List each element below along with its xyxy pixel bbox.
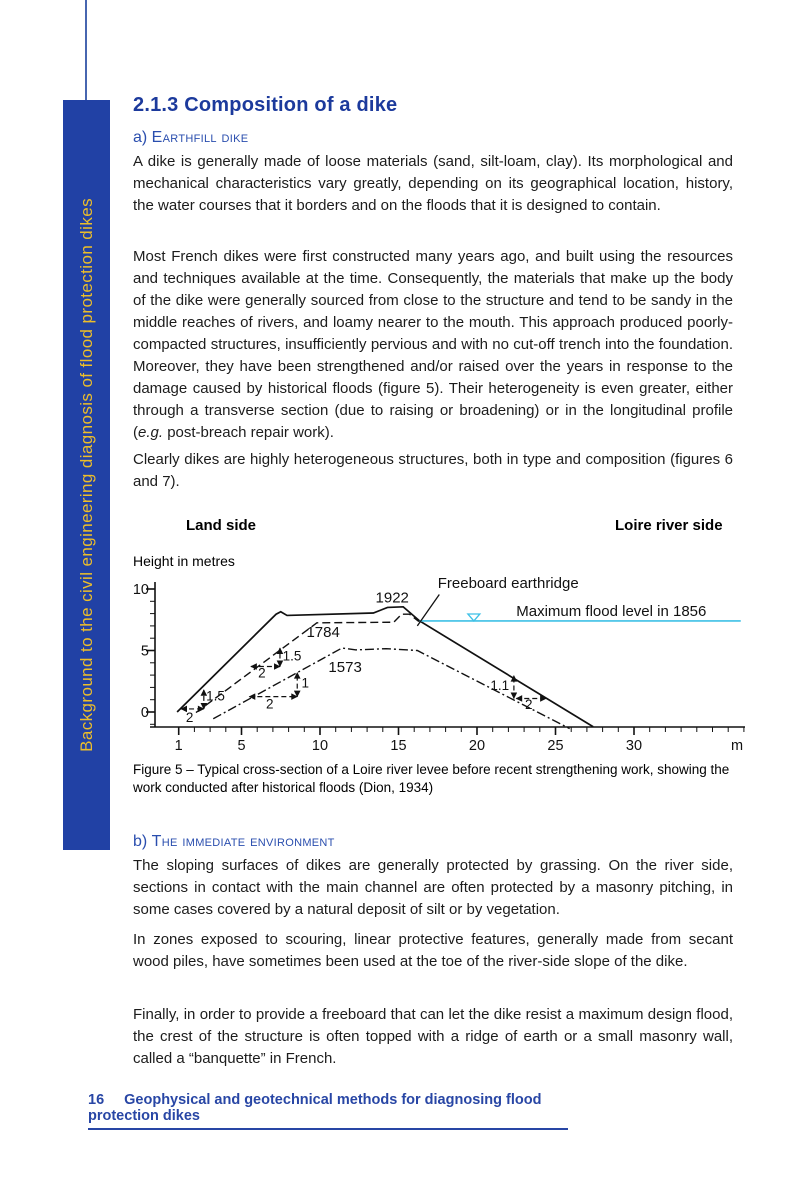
river-side-label: Loire river side bbox=[615, 517, 723, 534]
y-axis-title: Height in metres bbox=[133, 553, 235, 569]
subsection-b-title: The immediate environment bbox=[151, 833, 335, 850]
chapter-sidebar-label: Background to the civil engineering diagnosis of flood protection dikes bbox=[76, 198, 96, 752]
subsection-a-label: a) bbox=[133, 129, 152, 146]
figure-caption: Figure 5 – Typical cross-section of a Loire river levee before recent strengthening work, showing the work conducted after historical floods (Dion, 1934) bbox=[133, 762, 730, 795]
x-tick-label: 10 bbox=[311, 738, 329, 754]
profile-year-label: 1573 bbox=[328, 659, 362, 677]
paragraph-2-text-end: post-breach repair work). bbox=[163, 424, 334, 441]
slope-run-value: 2 bbox=[258, 665, 266, 681]
page-number: 16 bbox=[88, 1092, 105, 1108]
paragraph-6: Finally, in order to provide a freeboard that can let the dike resist a maximum design flood, the crest of the structure is often topped with a ridge of earth or a small masonry wall, called a “banquette” in French. bbox=[133, 1006, 733, 1067]
subsection-a-heading bbox=[133, 129, 733, 147]
slope-run-value: 2 bbox=[266, 696, 274, 712]
chapter-sidebar bbox=[63, 100, 110, 850]
x-tick-label: 5 bbox=[237, 738, 246, 754]
paragraph-4: The sloping surfaces of dikes are generally protected by grassing. On the river side, sections in contact with the main channel are often protected by a masonry pitching, in some cases covered by a natural deposit of silt or by vegetation. bbox=[133, 857, 733, 918]
water-level-icon bbox=[468, 614, 480, 621]
dike-cross-section-chart bbox=[133, 570, 745, 760]
x-tick-label: 1 bbox=[174, 738, 183, 754]
subsection-b-heading bbox=[133, 833, 733, 851]
profile-year-label: 1922 bbox=[375, 589, 409, 607]
section-heading: 2.1.3 Composition of a dike bbox=[133, 94, 398, 116]
x-tick-label: 20 bbox=[468, 738, 486, 754]
page-footer bbox=[88, 1092, 568, 1130]
slope-rise-value: 1 bbox=[301, 675, 309, 691]
slope-rise-value: 1.5 bbox=[206, 688, 225, 704]
paragraph-5: In zones exposed to scouring, linear protective features, generally made from secant wood piles, have sometimes been used at the toe of the river-side slope of the dike. bbox=[133, 931, 733, 970]
y-tick-label: 0 bbox=[140, 705, 149, 721]
paragraph-2-italic: e.g. bbox=[138, 424, 164, 441]
sidebar-top-rule bbox=[85, 0, 87, 100]
subsection-a-title: Earthfill dike bbox=[151, 129, 249, 146]
freeboard-label: Freeboard earthridge bbox=[437, 574, 579, 592]
x-axis-unit-label: m bbox=[730, 738, 744, 754]
land-side-label: Land side bbox=[186, 517, 257, 534]
x-tick-label: 25 bbox=[547, 738, 564, 754]
paragraph-1: A dike is generally made of loose materials (sand, silt-loam, clay). Its morphological and mechanical characteristics vary greatly, depending on its geographical location, history, the water courses that it borders and on the floods that it is designed to contain. bbox=[133, 153, 733, 214]
x-tick-label: 15 bbox=[390, 738, 407, 754]
slope-run-value: 2 bbox=[185, 709, 194, 725]
subsection-b-label: b) bbox=[133, 833, 152, 850]
slope-rise-value: 1.1 bbox=[490, 677, 510, 693]
y-tick-label: 5 bbox=[140, 643, 149, 660]
flood-level-label: Maximum flood level in 1856 bbox=[516, 603, 707, 621]
footer-title: Geophysical and geotechnical methods for diagnosing flood protection dikes bbox=[88, 1092, 542, 1124]
profile-year-label: 1784 bbox=[306, 623, 340, 641]
slope-run-value: 2 bbox=[525, 696, 533, 712]
figure-5 bbox=[133, 515, 745, 760]
x-tick-label: 30 bbox=[625, 738, 643, 754]
paragraph-3: Clearly dikes are highly heterogeneous structures, both in type and composition (figures 6 and 7). bbox=[133, 451, 733, 490]
y-tick-label: 10 bbox=[133, 582, 149, 598]
slope-rise-value: 1.5 bbox=[282, 648, 302, 664]
paragraph-2 bbox=[133, 246, 733, 444]
paragraph-2-text: Most French dikes were first constructed many years ago, and built using the resources and techniques available at the time. Consequently, the materials that make up the body of the dike were generally sourced from close to the structure and tend to be sandy in the middle reaches of rivers, and loamy nearer to the mouth. This approach produced poorly-compacted structures, insufficiently pervious and with no cut-off trench into the foundation. Moreover, they have been strengthened and/or raised over the years in response to the damage caused by historical floods (figure 5). Their heterogeneity is even greater, either through a transverse section (due to raising or broadening) or in the longitudinal profile ( bbox=[133, 248, 733, 441]
